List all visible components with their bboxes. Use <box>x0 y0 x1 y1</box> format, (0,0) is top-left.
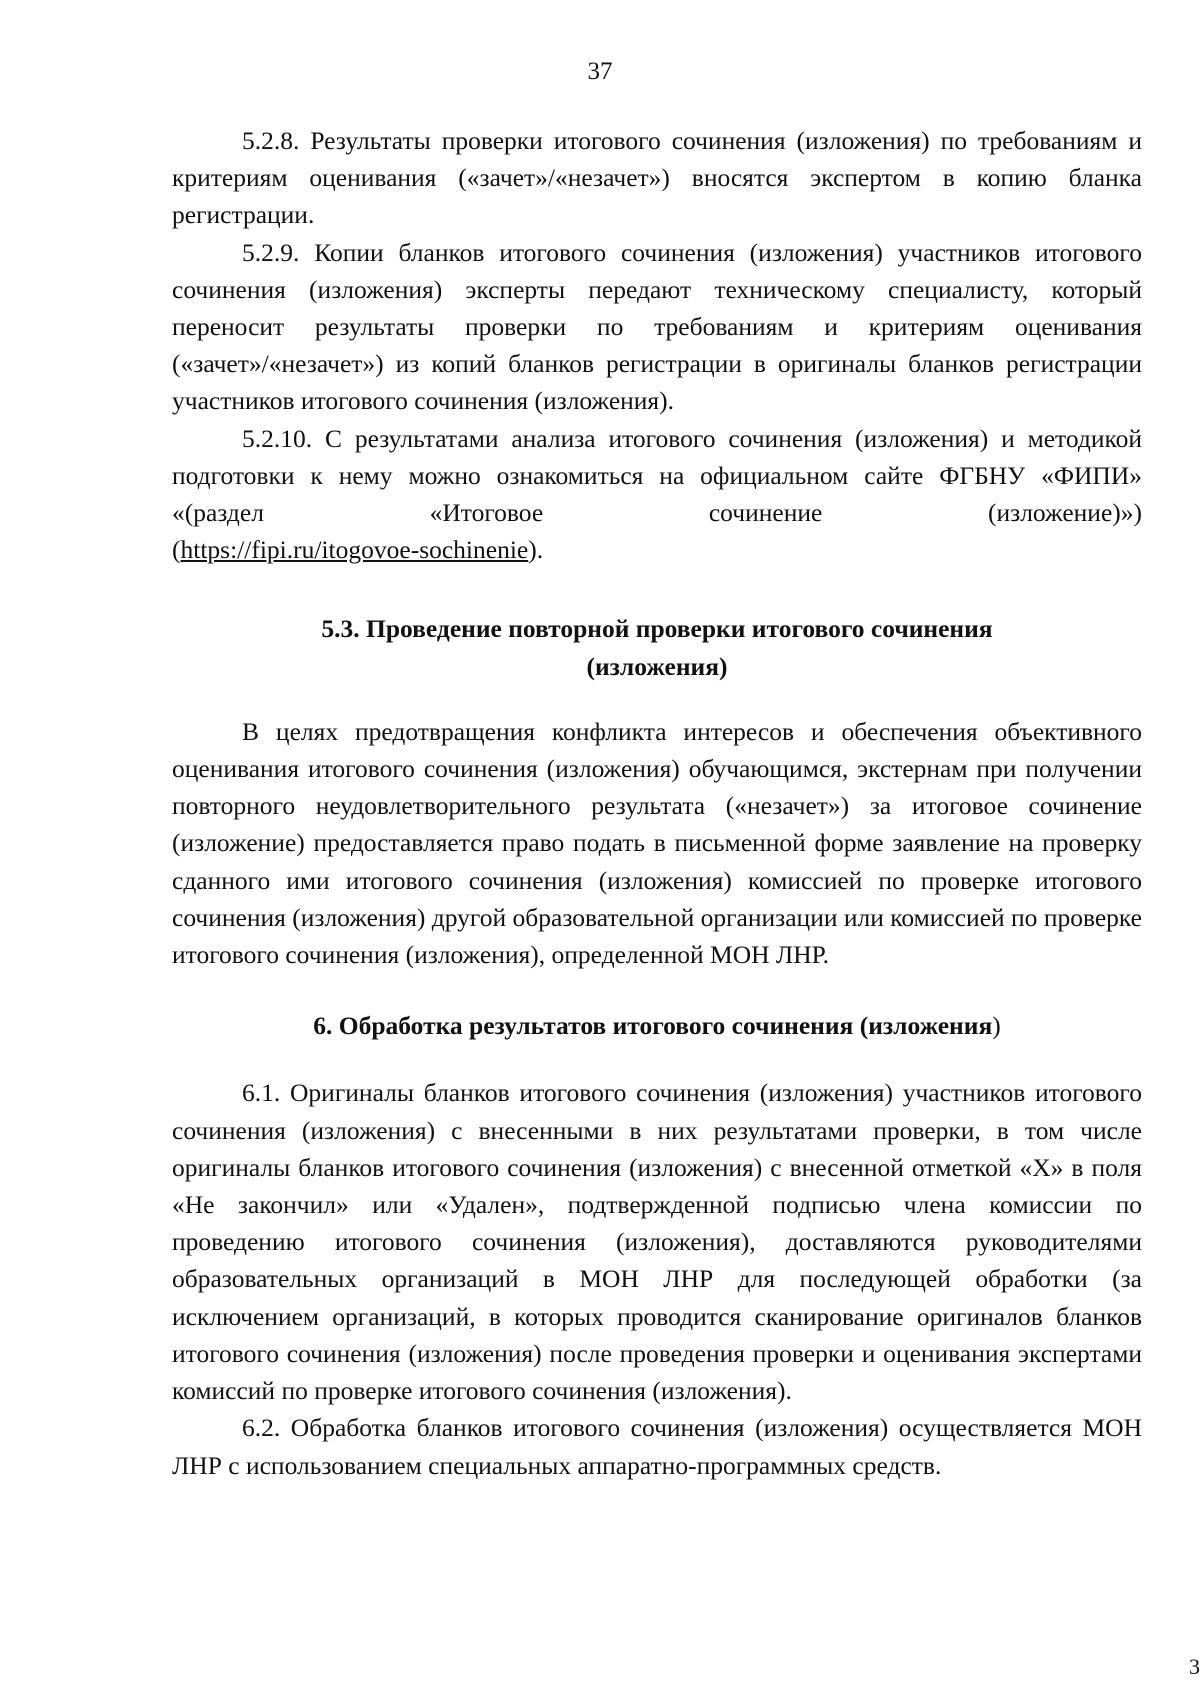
section-heading-5-3-line2: (изложения) <box>586 651 728 681</box>
paragraph-5-3: В целях предотвращения конфликта интересов и обеспечения объективного оценивания итогового сочинения (изложения) обучающимся, экстернам при получении повторного неудовлетворительного результата («незачет») за итоговое сочинение (изложение) предоставляется право подать в письменной форме заявление на проверку сданного ими итогового сочинения (изложения) комиссией по проверке итогового сочинения (изложения) другой образовательной организации или комиссией по проверке итогового сочинения (изложения), определенной МОН ЛНР. <box>172 716 1142 970</box>
section-heading-5-3 <box>172 610 1142 684</box>
section-heading-5-3-line1: 5.3. Проведение повторной проверки итогового сочинения <box>321 614 993 644</box>
document-body <box>172 122 1142 1484</box>
section-heading-6-text: 6. Обработка результатов итогового сочинения (изложения <box>313 1011 993 1041</box>
fipi-link[interactable]: https://fipi.ru/itogovoe-sochinenie <box>180 535 529 565</box>
link-close-paren: ). <box>528 535 544 565</box>
link-open-paren: ( <box>172 535 181 565</box>
paragraph-5-2-8: 5.2.8. Результаты проверки итогового сочинения (изложения) по требованиям и критериям оценивания («зачет»/«незачет») вносятся экспертом в копию бланка регистрации. <box>172 126 1142 230</box>
section-heading-6-tail: ) <box>992 1011 1001 1041</box>
paragraph-5-2-10: 5.2.10. С результатами анализа итогового сочинения (изложения) и методикой подготовки к нему можно ознакомиться на официальном сайте ФГБНУ «ФИПИ» «(раздел «Итоговое сочинение (изложение)») <box>172 423 1142 528</box>
section-heading-6 <box>172 1007 1142 1044</box>
paragraph-6-1: 6.1. Оригиналы бланков итогового сочинения (изложения) участников итогового сочинения (изложения) с внесенными в них результатами проверки, в том числе оригиналы бланков итогового сочинения (изложения) с внесенной отметкой «Х» в поля «Не закончил» или «Удален», подтвержденной подписью члена комиссии по проведению итогового сочинения (изложения), доставляются руководителями образовательных организаций в МОН ЛНР для последующей обработки (за исключением организаций, в которых проводится сканирование оригиналов бланков итогового сочинения (изложения) после проведения проверки и оценивания экспертами комиссий по проверке итогового сочинения (изложения). <box>172 1078 1142 1406</box>
paragraph-6-2: 6.2. Обработка бланков итогового сочинения (изложения) осуществляется МОН ЛНР с использованием специальных аппаратно-программных средств. <box>172 1413 1142 1480</box>
corner-page-mark: 3 <box>1189 1654 1200 1679</box>
paragraph-5-2-10-link-line <box>172 531 1142 568</box>
page-number: 37 <box>587 58 613 85</box>
paragraph-5-2-9: 5.2.9. Копии бланков итогового сочинения (изложения) участников итогового сочинения (изложения) эксперты передают техническому специалисту, который переносит результаты проверки по требованиям и критериям оценивания («зачет»/«незачет») из копий бланков регистрации в оригиналы бланков регистрации участников итогового сочинения (изложения). <box>172 237 1142 416</box>
